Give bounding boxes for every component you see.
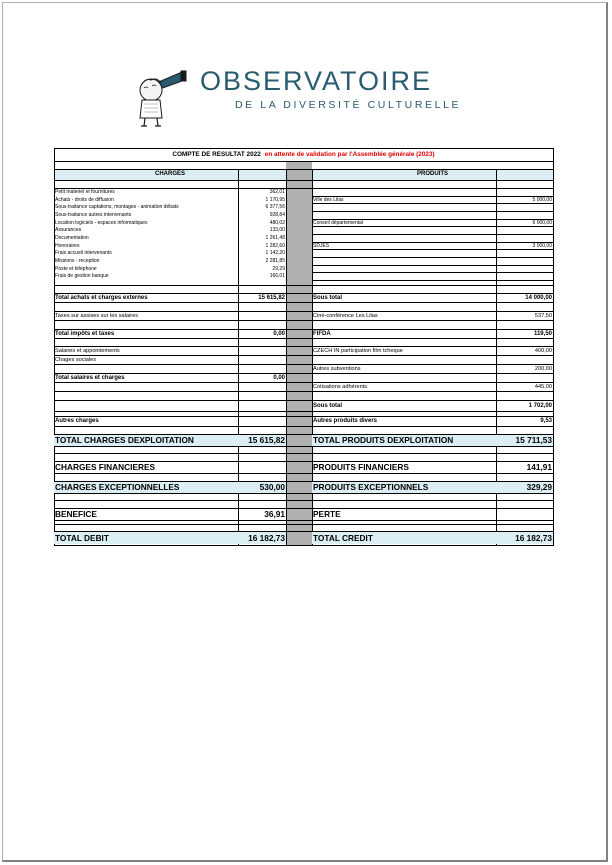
charge-line-label: Achats - droits de diffusion <box>55 196 114 203</box>
charge-row-label: CHARGES EXCEPTIONNELLES <box>55 482 180 492</box>
produit-row-value: 14 000,00 <box>525 295 552 301</box>
produit-line-value: 5 000,00 <box>532 196 552 203</box>
charge-row-label: TOTAL CHARGES DEXPLOITATION <box>55 435 194 445</box>
charge-row-label: Chages sociales <box>55 357 97 363</box>
produit-row-value: 9,53 <box>540 418 552 424</box>
produit-row-label: TOTAL PRODUITS DEXPLOITATION <box>313 435 454 445</box>
charge-row-label: CHARGES FINANCIERES <box>55 462 156 472</box>
charge-line-label: Location logiciels - espaces informatiques <box>55 219 148 226</box>
produit-line-label: Ville des Lilas <box>313 196 344 203</box>
produit-row-label: Sous total <box>313 403 343 409</box>
charges-header: CHARGES <box>154 171 185 177</box>
income-statement-table <box>54 148 553 545</box>
charge-row-label: Taxes sur assises sur les salaires <box>55 313 139 319</box>
charge-line-value: 166,01 <box>269 273 285 280</box>
produit-row-value: 15 711,53 <box>515 435 552 445</box>
produit-row-value: 119,50 <box>533 331 552 337</box>
produit-row-value: 445,00 <box>534 384 552 390</box>
produit-line-label: SDJES <box>313 242 330 249</box>
charge-row-label: Salaires et appointements <box>55 348 120 354</box>
logo <box>132 66 462 128</box>
produit-row-label: Cotisations adhérents <box>313 384 368 390</box>
produit-line-value: 6 000,00 <box>532 219 552 226</box>
charge-row-value: 15 615,82 <box>258 295 285 301</box>
charge-line-label: Missions - reception <box>55 257 100 264</box>
charge-row-label: Total salaires et charges <box>55 375 125 381</box>
charge-line-value: 133,00 <box>269 227 285 234</box>
charge-row-label: Autres charges <box>55 418 99 424</box>
produit-row-label: PERTE <box>313 509 341 519</box>
charge-line-value: 1 261,48 <box>265 234 285 241</box>
produit-row-label: Autres produits divers <box>313 418 378 424</box>
produit-row-value: 1 702,00 <box>528 403 552 409</box>
charge-line-value: 6 377,56 <box>265 204 285 211</box>
charge-line-label: Sous-traitance autres intervenants <box>55 211 132 218</box>
produit-row-value: 537,50 <box>534 313 552 319</box>
logo-title: OBSERVATOIRE <box>200 66 433 96</box>
charge-row-label: Total impôts et taxes <box>55 331 115 337</box>
charge-line-value: 2 281,85 <box>265 257 285 264</box>
charge-line-value: 928,84 <box>269 211 285 218</box>
charge-line-value: 480,02 <box>269 219 285 226</box>
produit-row-label: FIFDA <box>313 331 331 337</box>
charge-line-label: Honoraires <box>55 242 80 249</box>
charge-line-label: Documentation <box>55 234 89 241</box>
produit-row-label: TOTAL CREDIT <box>313 533 373 543</box>
charge-line-value: 1 170,95 <box>265 196 285 203</box>
charge-row-label: Total achats et charges externes <box>55 295 148 301</box>
charge-line-label: Frais accueil intervenants <box>55 250 112 257</box>
charge-row-value: 15 615,82 <box>248 435 285 445</box>
report-status: en attente de validation par l'Assemblée générale (2023) <box>264 151 435 158</box>
produit-row-value: 329,29 <box>526 482 552 492</box>
charge-line-label: Frais de gestion banque <box>55 273 109 280</box>
produit-row-label: Autres subventions <box>313 366 361 372</box>
charge-row-value: 36,91 <box>264 509 285 519</box>
charge-line-value: 362,01 <box>269 189 285 195</box>
logo-subtitle: DE LA DIVERSITÉ CULTURELLE <box>235 99 462 111</box>
produit-row-value: 16 182,73 <box>515 533 552 543</box>
separator-column <box>286 161 312 545</box>
charge-row-label: BENEFICE <box>55 509 97 519</box>
report-title-row <box>54 148 553 161</box>
produit-row-value: 200,00 <box>534 366 552 372</box>
charge-line-label: Sous-traitance captations, montages - animation débats <box>55 204 179 211</box>
produit-row-label: Ciné-conférence Les Lilas <box>313 313 378 319</box>
produit-row-label: PRODUITS FINANCIERS <box>313 462 409 472</box>
produit-line-value: 3 000,00 <box>532 242 552 249</box>
charge-row-value: 530,00 <box>259 482 285 492</box>
charge-line-value: 1 142,20 <box>265 250 285 257</box>
produits-header: PRODUITS <box>416 171 448 177</box>
report-title: COMPTE DE RESULTAT 2022 <box>172 151 261 158</box>
produit-row-label: Sous total <box>313 295 343 301</box>
produit-row-value: 141,91 <box>526 462 552 472</box>
charge-line-label: Petit materiel et fournitures <box>55 189 115 195</box>
charge-row-value: 16 182,73 <box>248 533 285 543</box>
telescope-mascot-icon <box>132 68 192 128</box>
charge-row-label: TOTAL DEBIT <box>55 533 109 543</box>
produit-row-label: CZECH IN participation film tcheque <box>313 348 403 354</box>
charge-line-value: 29,29 <box>272 265 285 272</box>
produit-row-value: 400,00 <box>534 348 552 354</box>
charge-row-value: 0,00 <box>273 375 285 381</box>
produit-row-label: PRODUITS EXCEPTIONNELS <box>313 482 429 492</box>
charge-row-value: 0,00 <box>273 331 285 337</box>
charge-line-label: Assurances <box>55 227 82 234</box>
produit-line-label: Conseil départemental <box>313 219 364 226</box>
charge-line-value: 1 282,60 <box>265 242 285 249</box>
charge-line-label: Poste et téléphone <box>55 265 97 272</box>
